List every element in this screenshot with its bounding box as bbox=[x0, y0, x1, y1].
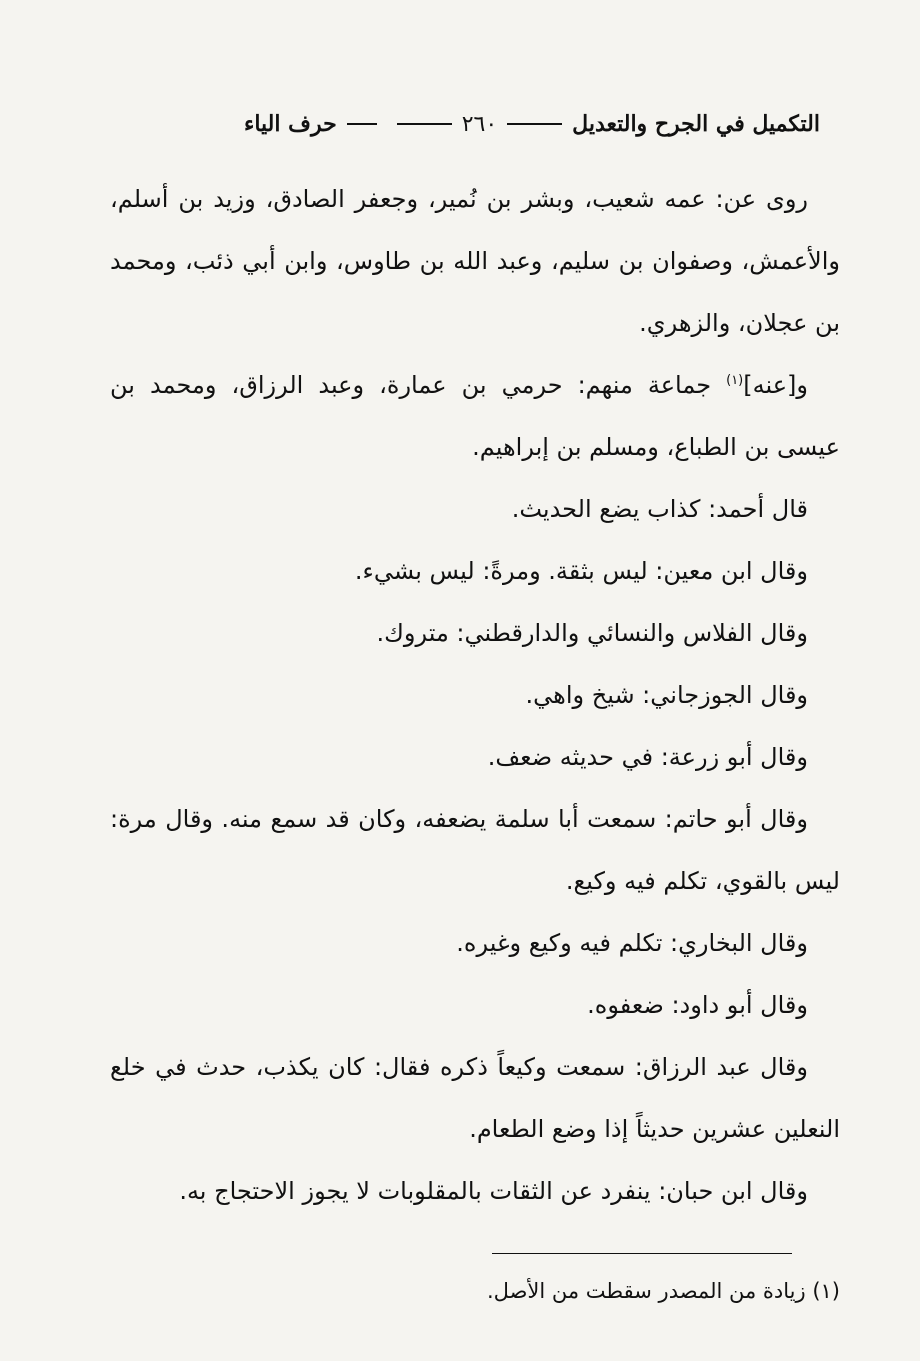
paragraph-rest: جماعة منهم: حرمي بن عمارة، وعبد الرزاق، ومحمد بن عيسى بن الطباع، ومسلم بن إبراهيم. bbox=[110, 371, 840, 461]
paragraph-narrators-from: روى عن: عمه شعيب، وبشر بن نُمير، وجعفر الصادق، وزيد بن أسلم، والأعمش، وصفوان بن سليم، وعبد الله بن طاوس، وابن أبي ذئب، ومحمد بن عجلان، والزهري. bbox=[110, 185, 840, 337]
footnote bbox=[300, 1276, 840, 1306]
header-dash bbox=[507, 123, 562, 125]
book-title: التكميل في الجرح والتعديل bbox=[572, 111, 820, 137]
footnote-number: (١) bbox=[812, 1279, 840, 1303]
footnote-text: زيادة من المصدر سقطت من الأصل. bbox=[487, 1279, 806, 1303]
paragraph-ibn-main: وقال ابن معين: ليس بثقة. ومرةً: ليس بشيء. bbox=[354, 557, 808, 585]
paragraph-abu-hatim: وقال أبو حاتم: سمعت أبا سلمة يضعفه، وكان قد سمع منه. وقال مرة: ليس بالقوي، تكلم فيه وكيع. bbox=[110, 805, 840, 895]
paragraph-ibn-hibban: وقال ابن حبان: ينفرد عن الثقات بالمقلوبات لا يجوز الاحتجاج به. bbox=[179, 1177, 808, 1205]
main-text bbox=[110, 168, 840, 1222]
footnote-reference[interactable]: (١) bbox=[726, 373, 744, 388]
paragraph-abd-al-razzaq: وقال عبد الرزاق: سمعت وكيعاً ذكره فقال: كان يكذب، حدث في خلع النعلين عشرين حديثاً إذا وضع الطعام. bbox=[110, 1053, 840, 1143]
paragraph-abu-zura: وقال أبو زرعة: في حديثه ضعف. bbox=[487, 743, 808, 771]
paragraph-fallas: وقال الفلاس والنسائي والدارقطني: متروك. bbox=[376, 619, 808, 647]
section-title: حرف الياء bbox=[243, 111, 337, 137]
page-number: ٢٦٠ bbox=[461, 111, 498, 137]
paragraph-narrators-to bbox=[110, 354, 840, 478]
paragraph-abu-dawud: وقال أبو داود: ضعفوه. bbox=[587, 991, 808, 1019]
running-header bbox=[150, 104, 820, 144]
paragraph-juzjani: وقال الجوزجاني: شيخ واهي. bbox=[525, 681, 808, 709]
header-dash bbox=[397, 123, 452, 125]
paragraph-lead: و[عنه] bbox=[743, 371, 808, 399]
header-dash bbox=[347, 123, 377, 125]
paragraph-ahmad: قال أحمد: كذاب يضع الحديث. bbox=[511, 495, 808, 523]
footnote-divider bbox=[492, 1253, 792, 1254]
paragraph-bukhari: وقال البخاري: تكلم فيه وكيع وغيره. bbox=[456, 929, 808, 957]
